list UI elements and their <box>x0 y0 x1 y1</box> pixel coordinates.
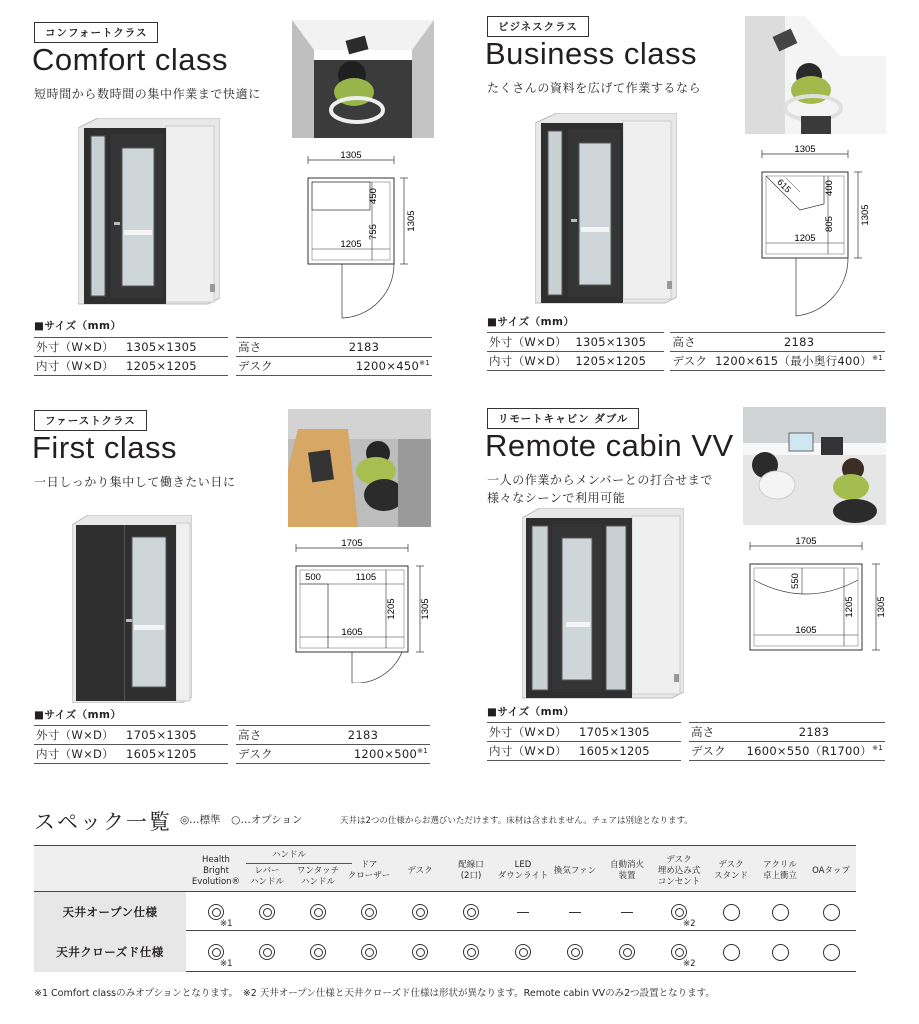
plan-outer-w: 1305 <box>794 144 816 155</box>
spec-column-header-line: スタンド <box>713 871 748 881</box>
size-height-label: 高さ <box>670 333 713 352</box>
spec-cell <box>671 944 687 960</box>
size-inner-label: 内寸（W×D） <box>34 357 124 376</box>
spec-cell <box>361 904 377 920</box>
standard-mark-icon <box>259 904 275 920</box>
standard-mark-icon <box>515 944 531 960</box>
size-inner-label: 内寸（W×D） <box>34 745 124 764</box>
not-available-dash-icon <box>569 912 581 913</box>
spec-title: スペック一覧 <box>34 810 172 834</box>
spec-table <box>34 845 856 973</box>
spec-column-header-line: ワンタッチ <box>296 866 340 876</box>
plan-outer-w: 1705 <box>795 536 817 547</box>
floor-plan <box>286 538 430 687</box>
spec-footnote: ※1 Comfort classのみオプションとなります。 ※2 天井オープン仕様と天井クローズド仕様は形状が異なります。Remote cabin VVのみ2つ設置となります。 <box>34 988 715 999</box>
product-tag: リモートキャビン ダブル <box>487 408 639 429</box>
product-tagline <box>487 471 713 507</box>
size-height-value: 2183 <box>713 333 885 352</box>
spec-cell <box>412 904 428 920</box>
standard-mark-icon <box>208 904 224 920</box>
product-photo <box>288 409 431 527</box>
product-title: Business class <box>485 36 698 71</box>
spec-cell <box>619 944 635 960</box>
product-photo <box>745 16 886 134</box>
standard-mark-icon <box>671 944 687 960</box>
size-outer-value: 1305×1305 <box>573 333 664 352</box>
spec-column-header-line: ハンドル <box>249 877 284 887</box>
size-height-label: 高さ <box>689 723 743 742</box>
plan-desk-d: 450 <box>368 188 379 204</box>
spec-cell <box>515 904 531 920</box>
spec-column-header-line: デスク <box>407 866 433 876</box>
standard-mark-icon <box>412 904 428 920</box>
product-title: Comfort class <box>32 42 228 77</box>
spec-cell <box>310 904 326 920</box>
spec-cell <box>310 944 326 960</box>
size-height-value: 2183 <box>296 338 432 357</box>
spec-cell <box>567 944 583 960</box>
spec-cell <box>361 944 377 960</box>
size-desk-value: 1600×550（R1700） <box>746 744 873 758</box>
size-desk-value: 1200×450 <box>355 359 420 373</box>
size-desk-label: デスク <box>670 352 713 371</box>
product-tag: コンフォートクラス <box>34 22 158 43</box>
tagline-line: 様々なシーンで利用可能 <box>487 491 626 505</box>
standard-mark-icon <box>412 944 428 960</box>
plan-inner-d: 805 <box>824 216 835 232</box>
size-outer-value: 1305×1305 <box>124 338 228 357</box>
plan-outer-d: 1305 <box>876 596 887 618</box>
size-outer-label: 外寸（W×D） <box>34 726 124 745</box>
size-heading: ■サイズ（mm） <box>487 316 575 328</box>
product-tagline: 一日しっかり集中して働きたい日に <box>34 475 236 489</box>
size-height-value: 2183 <box>743 723 885 742</box>
size-desk-label: デスク <box>236 357 296 376</box>
option-mark-icon <box>772 904 789 921</box>
spec-column-header-line: ダウンライト <box>497 871 549 881</box>
plan-outer-d: 1305 <box>406 210 417 232</box>
size-desk-value: 1200×615（最小奥行400） <box>715 354 873 368</box>
size-desk-note: ※1 <box>872 354 883 363</box>
spec-column-header-line: (2口) <box>460 871 482 881</box>
standard-mark-icon <box>310 904 326 920</box>
spec-column-header-line: 換気ファン <box>553 866 597 876</box>
plan-outer-d: 1305 <box>420 598 430 620</box>
spec-legend: ◎…標準 ○…オプション <box>180 814 303 826</box>
plan-inner-w: 1205 <box>340 239 362 250</box>
size-table <box>34 725 430 764</box>
spec-column-header-line: 埋め込み式 <box>657 866 701 876</box>
spec-column-header-line: デスク <box>666 855 692 865</box>
plan-desk-d: 400 <box>824 180 835 196</box>
booth-illustration <box>72 515 192 707</box>
product-tagline: たくさんの資料を広げて作業するなら <box>487 81 702 95</box>
option-mark-icon <box>723 944 740 961</box>
spec-column-header-line: 装置 <box>618 871 636 881</box>
spec-column-header-line: 配線口 <box>458 860 484 870</box>
product-title: Remote cabin VV <box>485 428 734 463</box>
spec-column-header-line: デスク <box>718 860 744 870</box>
size-outer-label: 外寸（W×D） <box>34 338 124 357</box>
size-inner-label: 内寸（W×D） <box>487 742 577 761</box>
size-outer-label: 外寸（W×D） <box>487 333 573 352</box>
standard-mark-icon <box>361 944 377 960</box>
spec-row-label: 天井オープン仕様 <box>34 892 186 932</box>
spec-cell <box>412 944 428 960</box>
spec-column-header-line: ハンドル <box>300 877 335 887</box>
size-height-value: 2183 <box>296 726 430 745</box>
standard-mark-icon <box>619 944 635 960</box>
floor-plan <box>750 144 886 323</box>
floor-plan <box>740 536 890 670</box>
standard-mark-icon <box>208 944 224 960</box>
spec-column-header-line: Bright <box>203 866 229 876</box>
standard-mark-icon <box>671 904 687 920</box>
plan-desk-diag: 615 <box>775 177 793 195</box>
product-tagline: 短時間から数時間の集中作業まで快適に <box>34 87 261 101</box>
size-inner-value: 1605×1205 <box>577 742 681 761</box>
spec-cell-note: ※1 <box>220 919 233 929</box>
spec-column-header-line: OAタップ <box>812 866 850 876</box>
spec-cell-note: ※1 <box>220 959 233 969</box>
standard-mark-icon <box>310 944 326 960</box>
size-desk-note: ※1 <box>417 747 428 756</box>
size-heading: ■サイズ（mm） <box>34 709 122 721</box>
plan-desk-w: 1105 <box>355 572 377 583</box>
spec-column-header-line: Health <box>202 855 230 865</box>
spec-column-header-line: クローザー <box>347 871 391 881</box>
option-mark-icon <box>823 904 840 921</box>
size-inner-value: 1205×1205 <box>573 352 664 371</box>
size-outer-value: 1705×1305 <box>124 726 228 745</box>
size-desk-note: ※1 <box>872 744 883 753</box>
tagline-line: 一人の作業からメンバーとの打合せまで <box>487 473 713 487</box>
spec-column-header-line: コンセント <box>657 877 701 887</box>
spec-cell <box>772 944 788 960</box>
standard-mark-icon <box>567 944 583 960</box>
spec-column-header-line: 卓上衝立 <box>762 871 797 881</box>
spec-cell <box>259 904 275 920</box>
spec-cell <box>772 904 788 920</box>
spec-header <box>34 845 856 891</box>
product-photo <box>743 407 886 525</box>
spec-column-header-line: レバー <box>254 866 280 876</box>
spec-row <box>34 891 856 931</box>
option-mark-icon <box>772 944 789 961</box>
floor-plan <box>296 150 432 324</box>
size-height-label: 高さ <box>236 726 296 745</box>
spec-column-header-line: アクリル <box>763 860 797 870</box>
product-tag: ファーストクラス <box>34 410 147 431</box>
spec-cell <box>619 904 635 920</box>
spec-cell <box>671 904 687 920</box>
size-heading: ■サイズ（mm） <box>487 706 575 718</box>
spec-cell <box>208 904 224 920</box>
plan-inner-d: 1205 <box>386 598 397 620</box>
product-photo <box>292 20 434 138</box>
spec-cell-note: ※2 <box>683 959 696 969</box>
spec-column-header-line: 自動消火 <box>609 860 644 870</box>
spec-cell <box>463 904 479 920</box>
spec-cell <box>823 944 839 960</box>
spec-cell <box>567 904 583 920</box>
plan-outer-w: 1705 <box>341 538 363 549</box>
spec-cell <box>208 944 224 960</box>
size-height-label: 高さ <box>236 338 296 357</box>
standard-mark-icon <box>259 944 275 960</box>
spec-column-header <box>796 866 866 877</box>
size-desk-label: デスク <box>236 745 296 764</box>
spec-cell <box>723 904 739 920</box>
plan-desk-side: 500 <box>305 572 321 583</box>
not-available-dash-icon <box>517 912 529 913</box>
plan-desk-d: 550 <box>790 573 801 589</box>
option-mark-icon <box>823 944 840 961</box>
standard-mark-icon <box>463 904 479 920</box>
plan-outer-w: 1305 <box>340 150 362 161</box>
spec-cell <box>259 944 275 960</box>
size-desk-value: 1200×500 <box>353 747 418 761</box>
handle-group-label: ハンドル <box>272 850 307 860</box>
not-available-dash-icon <box>621 912 633 913</box>
size-desk-note: ※1 <box>419 359 430 368</box>
plan-inner-w: 1205 <box>794 233 816 244</box>
spec-cell-note: ※2 <box>683 919 696 929</box>
spec-column-header-line: LED <box>514 860 532 870</box>
standard-mark-icon <box>361 904 377 920</box>
spec-cell <box>723 944 739 960</box>
spec-cell <box>463 944 479 960</box>
spec-cell <box>823 904 839 920</box>
size-table <box>487 722 885 761</box>
plan-inner-d: 755 <box>368 224 379 240</box>
product-title: First class <box>32 430 177 465</box>
size-desk-label: デスク <box>689 742 743 761</box>
size-table <box>34 337 432 376</box>
booth-illustration <box>535 113 677 309</box>
spec-row-label: 天井クローズド仕様 <box>34 932 186 972</box>
spec-row <box>34 932 856 972</box>
spec-note: 天井は2つの仕様からお選びいただけます。床材は含まれません。チェアは別途となります。 <box>340 816 693 826</box>
booth-illustration <box>522 508 684 704</box>
size-inner-label: 内寸（W×D） <box>487 352 573 371</box>
option-mark-icon <box>723 904 740 921</box>
size-inner-value: 1205×1205 <box>124 357 228 376</box>
spec-column-header-line: ドア <box>360 860 378 870</box>
size-inner-value: 1605×1205 <box>124 745 228 764</box>
standard-mark-icon <box>463 944 479 960</box>
plan-outer-d: 1305 <box>860 204 871 226</box>
plan-inner-w: 1605 <box>795 625 817 636</box>
plan-inner-d: 1205 <box>844 596 855 618</box>
plan-inner-w: 1605 <box>341 627 363 638</box>
spec-cell <box>515 944 531 960</box>
size-table <box>487 332 885 371</box>
size-outer-label: 外寸（W×D） <box>487 723 577 742</box>
booth-illustration <box>78 118 220 312</box>
size-outer-value: 1705×1305 <box>577 723 681 742</box>
size-heading: ■サイズ（mm） <box>34 320 122 332</box>
spec-column-header-line: Evolution® <box>191 877 241 887</box>
product-tag: ビジネスクラス <box>487 16 589 37</box>
